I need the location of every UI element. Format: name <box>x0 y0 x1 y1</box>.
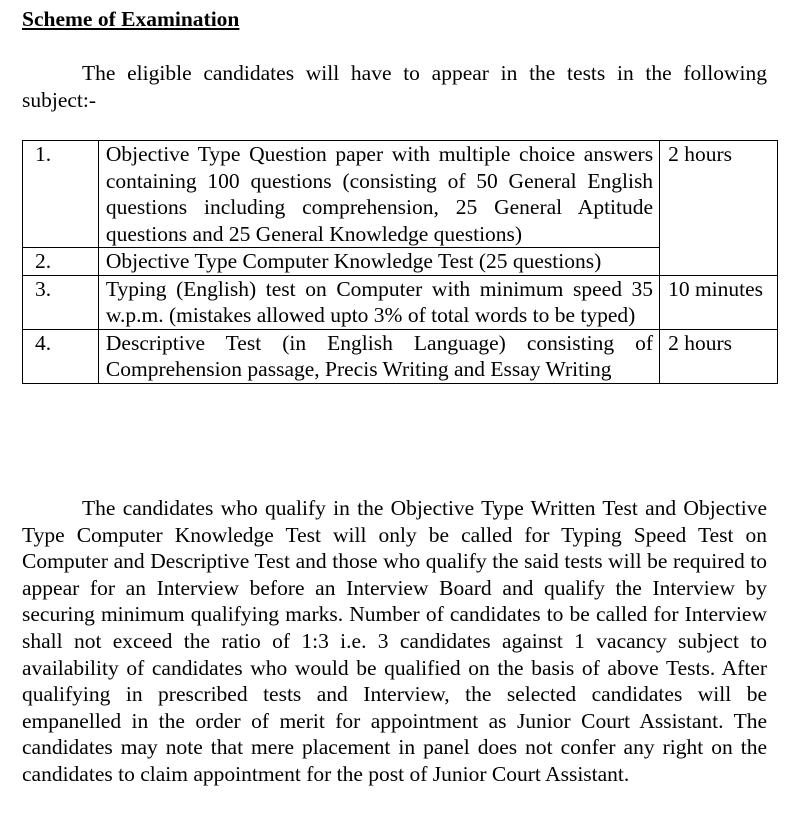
row-number: 3. <box>23 275 99 329</box>
table-row <box>23 141 778 248</box>
page-title: Scheme of Examination <box>22 7 240 31</box>
row-number: 4. <box>23 329 99 383</box>
row-number: 1. <box>23 141 99 248</box>
table-row <box>23 275 778 329</box>
intro-paragraph: The eligible candidates will have to appear in the tests in the following subject:- <box>22 61 767 112</box>
body-paragraph: The candidates who qualify in the Objective Type Written Test and Objective Type Computer Knowledge Test will only be called for Typing Speed Test on Computer and Descriptive Test and those who qualify the said tests will be required to appear for an Interview before an Interview Board and qualify the Interview by securing minimum qualifying marks. Number of candidates to be called for Interview shall not exceed the ratio of 1:3 i.e. 3 candidates against 1 vacancy subject to availability of candidates who would be qualified on the basis of above Tests. After qualifying in prescribed tests and Interview, the selected candidates will be empanelled in the order of merit for appointment as Junior Court Assistant. The candidates may note that mere placement in panel does not confer any right on the candidates to claim appointment for the post of Junior Court Assistant. <box>22 496 767 786</box>
row-duration: 10 minutes <box>660 275 778 329</box>
row-description <box>98 275 659 329</box>
exam-scheme-table <box>22 140 778 384</box>
row-description <box>98 141 659 248</box>
row-duration: 2 hours <box>660 329 778 383</box>
table-row <box>23 329 778 383</box>
row-description <box>98 329 659 383</box>
row-duration: 2 hours <box>660 141 778 276</box>
row-description <box>98 248 659 276</box>
row-description-text: Objective Type Computer Knowledge Test (25 questions) <box>105 249 602 273</box>
row-description-text: Typing (English) test on Computer with minimum speed 35 w.p.m. (mistakes allowed upto 3% of total words to be typed) <box>105 276 654 327</box>
row-description-text: Descriptive Test (in English Language) consisting of Comprehension passage, Precis Writing and Essay Writing <box>105 330 654 381</box>
row-description-text: Objective Type Question paper with multiple choice answers containing 100 questions (consisting of 50 General English questions including comprehension, 25 General Aptitude questions and 25 General Knowledge questions) <box>105 142 654 246</box>
row-number: 2. <box>23 248 99 276</box>
